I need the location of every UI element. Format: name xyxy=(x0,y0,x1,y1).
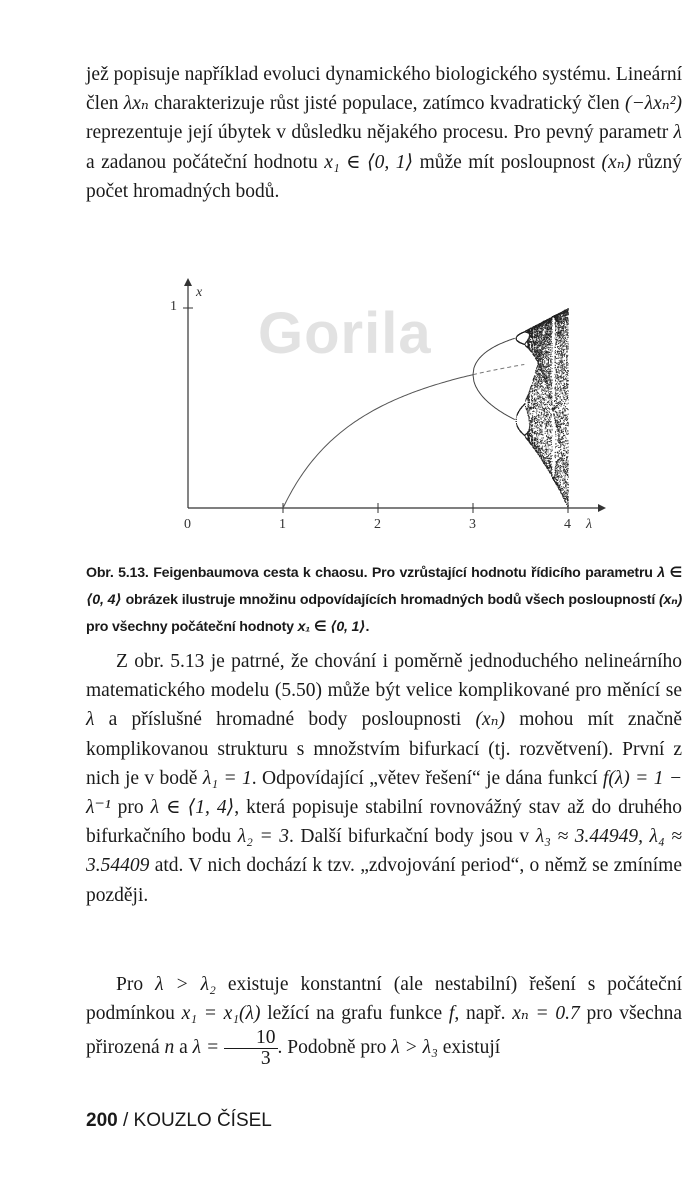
unstable-branch-dashed xyxy=(473,365,524,375)
page-footer: 200 / KOUZLO ČÍSEL xyxy=(86,1110,272,1131)
x-tick-label-4: 4 xyxy=(564,517,571,532)
page-number: 200 xyxy=(86,1110,118,1131)
y-axis-label: x xyxy=(196,285,203,300)
x-tick-label-0: 0 xyxy=(184,517,191,532)
period-2-lower xyxy=(473,375,515,420)
paragraph-intro: jež popisuje například evoluci dynamického biologického systému. Lineární člen λxₙ charakterizuje růst jisté populace, zatímco kvadratický člen (−λxₙ²) reprezentuje její úbytek v důsledku nějakého procesu. Pro pevný parametr λ a zadanou počáteční hodnotu x₁ ∈ ⟨0, 1⟩ může mít posloupnost (xₙ) různý počet hromadných bodů. xyxy=(86,64,682,202)
chaos-region xyxy=(516,308,569,508)
x-tick-label-2: 2 xyxy=(374,517,381,532)
period-2-upper xyxy=(473,338,515,374)
x-axis-arrow xyxy=(598,504,606,512)
fraction-10-3: $\frac{10}{3}$ xyxy=(224,1028,278,1069)
watermark-logo: Gorila xyxy=(258,301,432,366)
x-tick-label-3: 3 xyxy=(469,517,476,532)
stable-branch-curve xyxy=(283,375,473,508)
x-axis-label: λ xyxy=(586,517,593,532)
book-title: KOUZLO ČÍSEL xyxy=(133,1110,272,1131)
paragraph-bifurcation: Z obr. 5.13 je patrné, že chování i poměrně jednoduchého nelineárního matematického modelu (5.50) může být velice komplikované pro měnící se λ a příslušné hromadné body posloupnosti (xₙ) mohou mít značně komplikovanou strukturu s množstvím bifurkací (tj. rozvětvení). První z nich je v bodě λ₁ = 1. Odpovídající „větev řešení“ je dána funkcí f(λ) = 1 − λ⁻¹ pro λ ∈ ⟨1, 4⟩, která popisuje stabilní rovnovážný stav až do druhého bifurkačního bodu λ₂ = 3. Další bifurkační body jsou v λ₃ ≈ 3.44949, λ₄ ≈ 3.54409 atd. V nich dochází k tzv. „zdvojování period“, o němž se zmíníme později. xyxy=(86,651,682,906)
y-axis-arrow xyxy=(184,278,192,286)
paragraph-unstable: Pro λ > λ₂ existuje konstantní (ale nestabilní) řešení s počáteční podmínkou x₁ = x₁(λ) ležící na grafu funkce f, např. xₙ = 0.7 pro všechna přirozená n a λ = $\frac{10}{3}$ . Podobně pro λ > λ₃ existují xyxy=(86,974,682,1070)
figure-caption: Obr. 5.13. Feigenbaumova cesta k chaosu. Pro vzrůstající hodnotu řídicího parametru λ ∈ ⟨0, 4⟩ obrázek ilustruje množinu odpovídajících hromadných bodů všech posloupností (xₙ) pro všechny počáteční hodnoty x₁ ∈ ⟨0, 1⟩. xyxy=(86,565,683,635)
x-tick-label-1: 1 xyxy=(279,517,286,532)
y-tick-label: 1 xyxy=(170,299,177,314)
